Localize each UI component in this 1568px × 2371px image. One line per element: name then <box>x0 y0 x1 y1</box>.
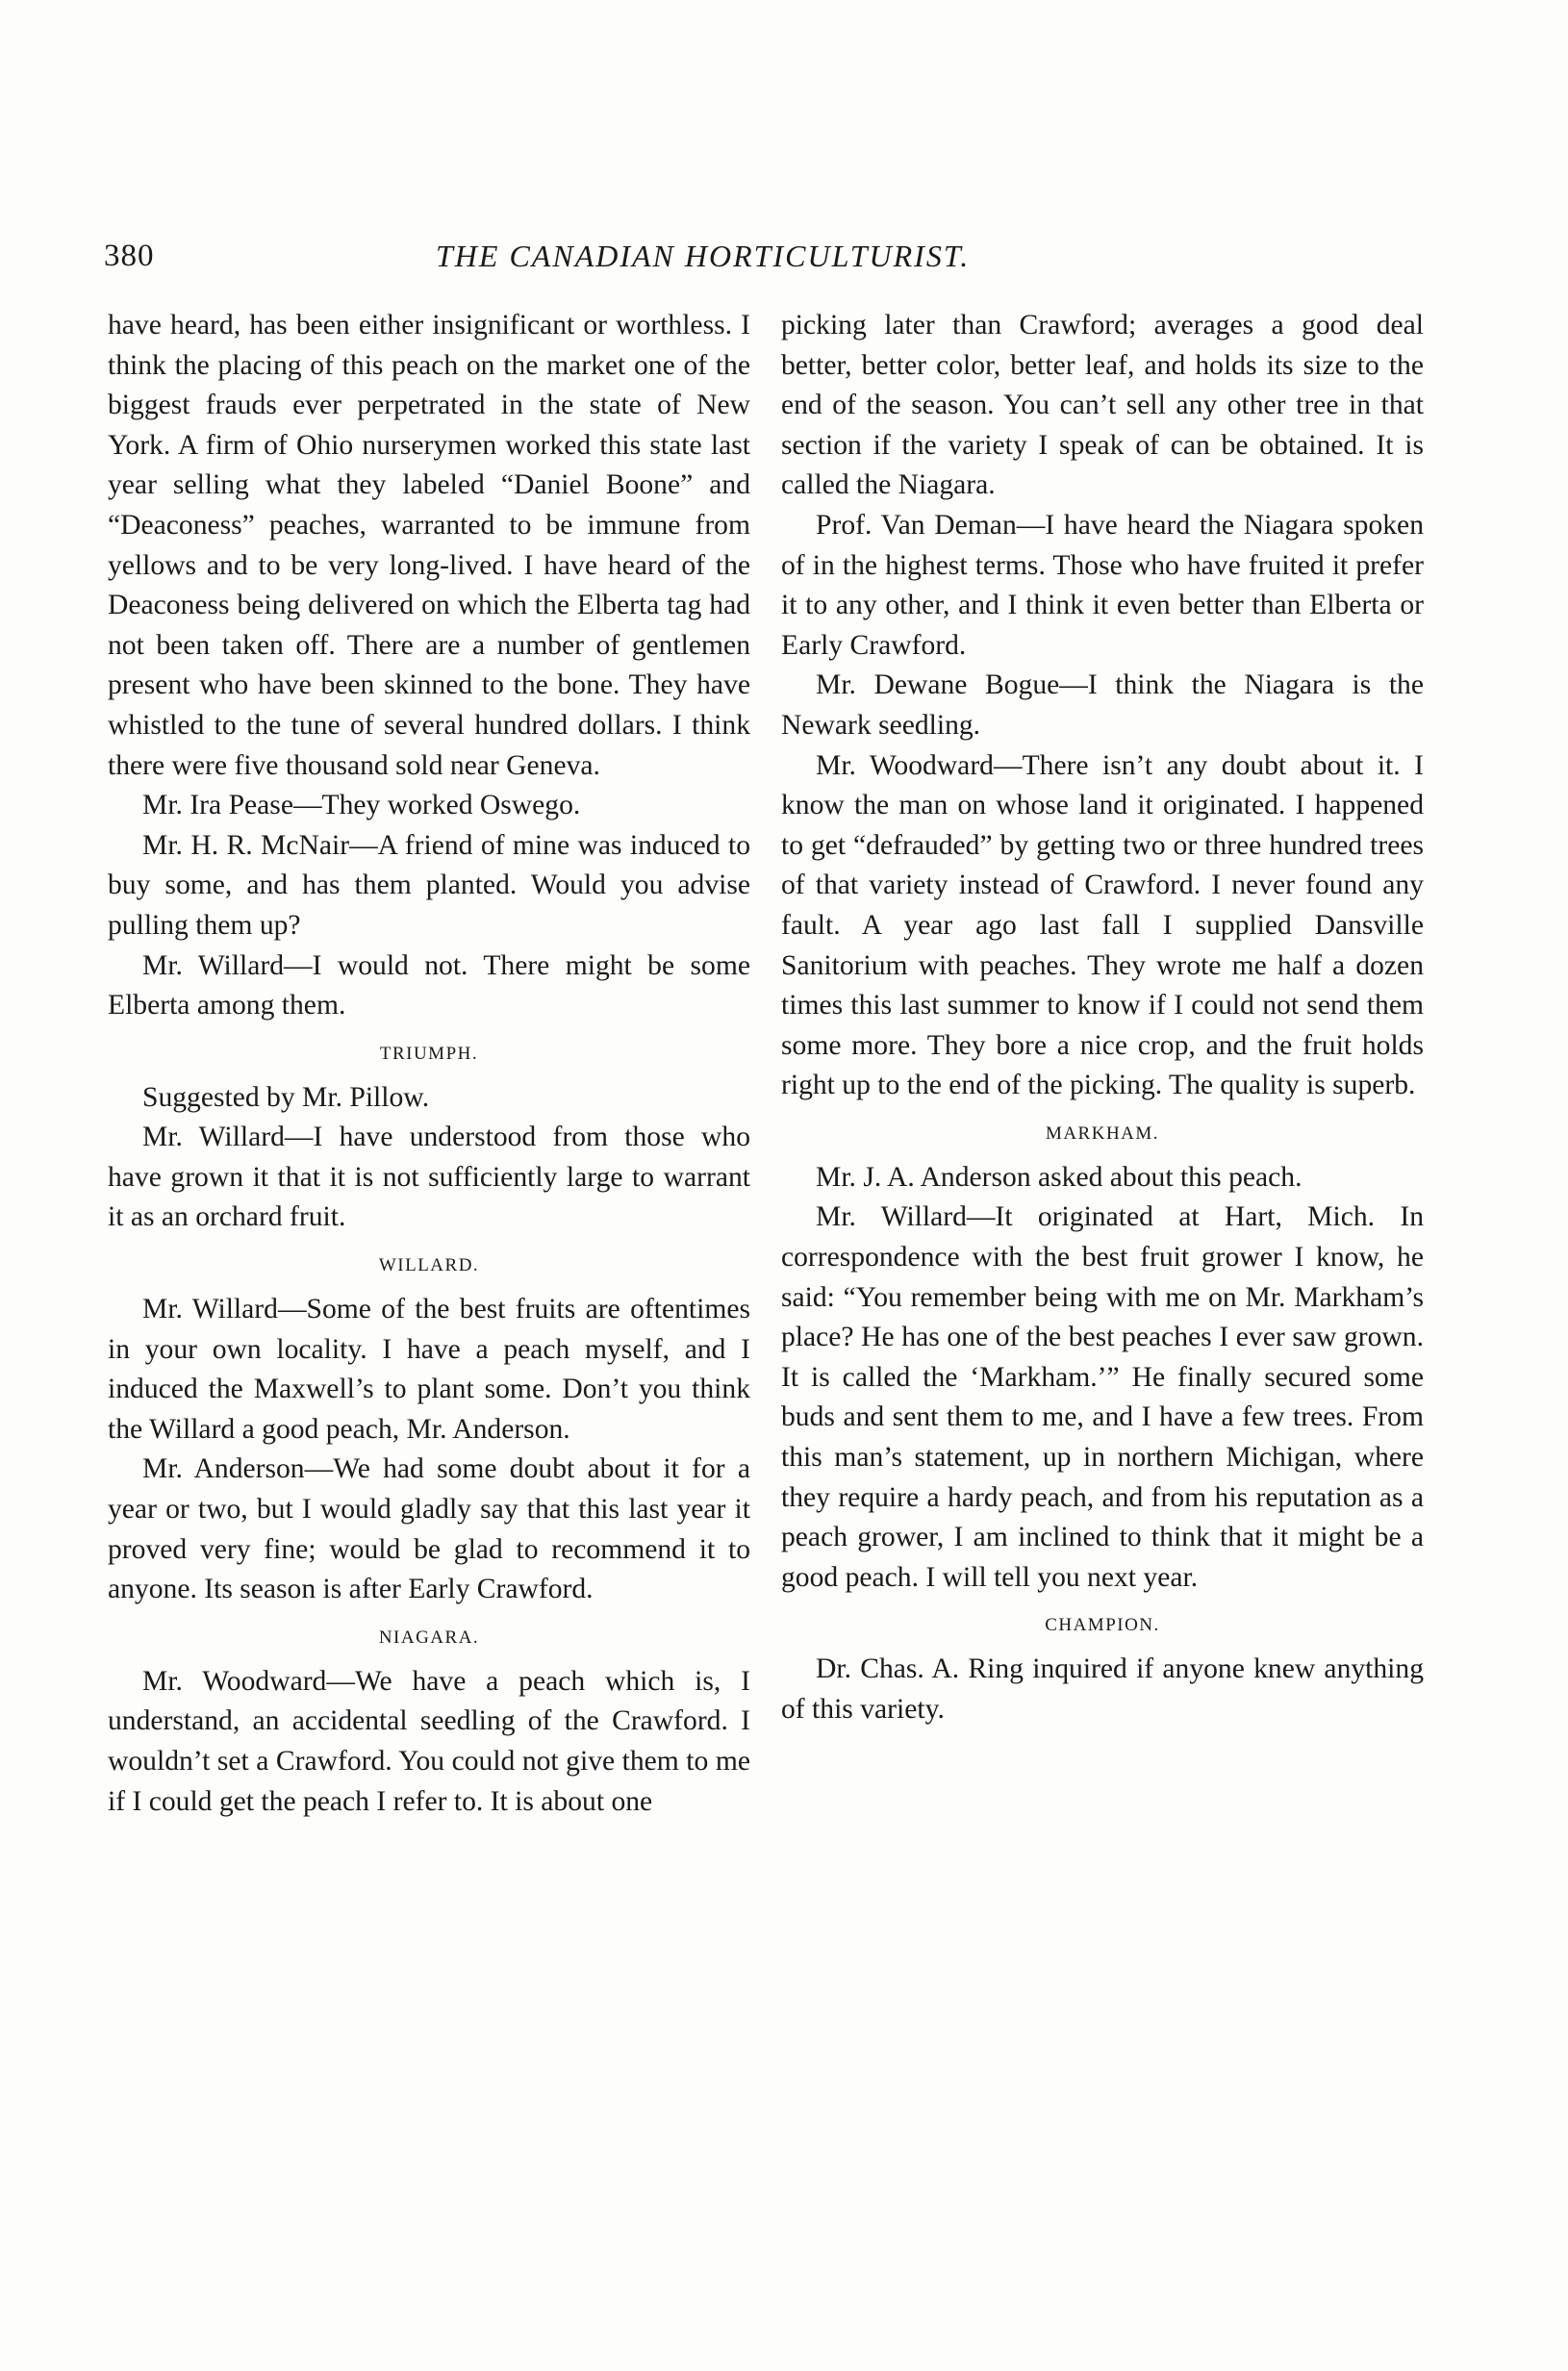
paragraph: Mr. Woodward—We have a peach which is, I understand, an accidental seedling of the Crawford. I wouldn’t set a Crawford. You could not give them to me if I could get the peach I refer to. It is about one <box>108 1665 750 1817</box>
section-heading-champion: CHAMPION. <box>1045 1615 1160 1636</box>
journal-title: THE CANADIAN HORTICULTURIST. <box>436 239 971 273</box>
paragraph: Mr. J. A. Anderson asked about this peach. <box>816 1161 1302 1193</box>
paragraph: Suggested by Mr. Pillow. <box>142 1081 430 1113</box>
paragraph: Mr. H. R. McNair—A friend of mine was induced to buy some, and has them planted. Would you advise pulling them up? <box>108 829 750 941</box>
page-header <box>104 239 1424 287</box>
paragraph: Mr. Willard—Some of the best fruits are oftentimes in your own locality. I have a peach myself, and I induced the Maxwell’s to plant some. Don’t you think the Willard a good peach, Mr. Anderson. <box>108 1294 750 1445</box>
right-column <box>781 306 1424 1730</box>
paragraph: Mr. Willard—It originated at Hart, Mich. In correspondence with the best fruit grower I know, he said: “You remember being with me on Mr. Markham’s place? He has one of the best peaches I ever saw grown. It is called the ‘Markham.’” He finally secured some buds and sent them to me, and I have a few trees. From this man’s statement, up in northern Michigan, where they require a hardy peach, and from his reputation as a peach grower, I am inclined to think that it might be a good peach. I will tell you next year. <box>781 1201 1424 1593</box>
paragraph: Mr. Anderson—We had some doubt about it for a year or two, but I would gladly say that this last year it proved very fine; would be glad to recommend it to anyone. Its season is after Early Crawford. <box>108 1453 750 1605</box>
page-number: 380 <box>104 239 155 273</box>
left-column <box>108 306 750 1822</box>
paragraph: Mr. Willard—I would not. There might be some Elberta among them. <box>108 949 750 1022</box>
paragraph: Prof. Van Deman—I have heard the Niagara spoken of in the highest terms. Those who have fruited it prefer it to any other, and I think it even better than Elberta or Early Crawford. <box>781 509 1424 661</box>
section-heading-willard: WILLARD. <box>378 1255 480 1276</box>
paragraph: have heard, has been either insignificant or worthless. I think the placing of this peach on the market one of the biggest frauds ever perpetrated in the state of New York. A firm of Ohio nurserymen worked this state last year selling what they labeled “Daniel Boone” and “Deaconess” peaches, warranted to be immune from yellows and to be very long-lived. I have heard of the Deaconess being delivered on which the Elberta tag had not been taken off. There are a number of gentlemen present who have been skinned to the bone. They have whistled to the tune of several hundred dollars. I think there were five thousand sold near Geneva. <box>108 310 750 781</box>
paragraph: Mr. Dewane Bogue—I think the Niagara is the Newark seedling. <box>781 669 1424 741</box>
section-heading-triumph: TRIUMPH. <box>379 1043 479 1064</box>
section-heading-niagara: NIAGARA. <box>378 1627 480 1648</box>
paragraph: Mr. Willard—I have understood from those who have grown it that it is not sufficiently large to warrant it as an orchard fruit. <box>108 1122 750 1233</box>
section-heading-markham: MARKHAM. <box>1045 1122 1160 1144</box>
paragraph: Mr. Ira Pease—They worked Oswego. <box>142 790 581 821</box>
paragraph: Dr. Chas. A. Ring inquired if anyone knew anything of this variety. <box>781 1653 1424 1725</box>
paragraph: picking later than Crawford; averages a good deal better, better color, better leaf, and holds its size to the end of the season. You can’t sell any other tree in that section if the variety I speak of can be obtained. It is called the Niagara. <box>781 310 1424 501</box>
paragraph: Mr. Woodward—There isn’t any doubt about it. I know the man on whose land it originated. I happened to get “defrauded” by getting two or three hundred trees of that variety instead of Crawford. I never found any fault. A year ago last fall I supplied Dansville Sanitorium with peaches. They wrote me half a dozen times this last summer to know if I could not send them some more. They bore a nice crop, and the fruit holds right up to the end of the picking. The quality is superb. <box>781 749 1424 1101</box>
